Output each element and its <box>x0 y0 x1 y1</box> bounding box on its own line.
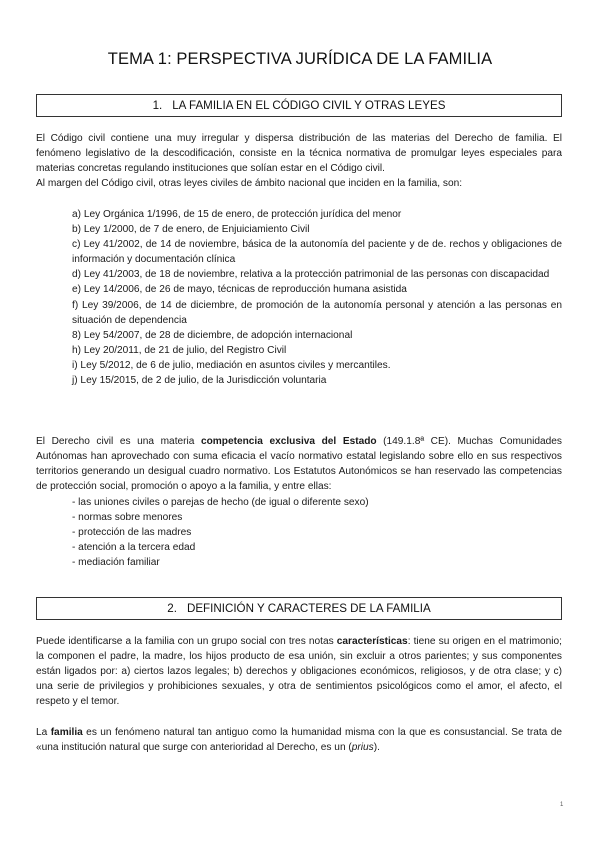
section-1-intro <box>36 131 562 191</box>
list-item: - protección de las madres <box>72 527 192 539</box>
list-item: - normas sobre menores <box>72 512 183 524</box>
list-item: 8) Ley 54/2007, de 28 de diciembre, de adopción internacional <box>72 329 353 341</box>
definition-paragraph <box>36 634 562 709</box>
section-1-heading: LA FAMILIA EN EL CÓDIGO CIVIL Y OTRAS LEYES <box>172 99 446 112</box>
list-item: e) Ley 14/2006, de 26 de mayo, técnicas de reproducción humana asistida <box>72 284 407 296</box>
definition-emphasis: características <box>336 636 408 647</box>
section-2-heading-box <box>36 597 562 620</box>
section-1-number: 1. <box>152 99 163 112</box>
competence-text-start: El Derecho civil es una materia <box>36 436 201 447</box>
definition-text-start: Puede identificarse a la familia con un grupo social con tres notas <box>36 636 337 647</box>
competence-emphasis: competencia exclusiva del Estado <box>200 436 377 447</box>
section-2-heading: DEFINICIÓN Y CARACTERES DE LA FAMILIA <box>186 602 431 615</box>
definition-text-end: : tiene su origen en el matrimonio; la componen el padre, la madre, los hijos producto de esa unión, sin excluir a otros parientes; y sus componentes están ligados por: a) ciertos lazos legales; b) derechos y obligaciones económicos, religiosos, y de otra clase; y c) una serie de privilegios y prohibiciones sexuales, y otra de sentimientos psicológicos como el amor, el afecto, el respeto y el temor. <box>36 636 562 708</box>
laws-list <box>72 207 562 388</box>
list-item: a) Ley Orgánica 1/1996, de 15 de enero, de protección jurídica del menor <box>72 209 402 220</box>
document-title: TEMA 1: PERSPECTIVA JURÍDICA DE LA FAMILIA <box>107 50 493 68</box>
family-text-middle: es un fenómeno natural tan antiguo como la humanidad misma con la que es consustancial. Se trata de «una institución natural que surge con anterioridad al Derecho, es un ( <box>36 727 562 754</box>
family-emphasis: familia <box>50 727 83 738</box>
family-text-start: La <box>36 727 51 738</box>
list-item: h) Ley 20/2011, de 21 de julio, del Registro Civil <box>72 344 287 356</box>
list-item: b) Ley 1/2000, de 7 de enero, de Enjuiciamiento Civil <box>72 224 310 236</box>
list-item: c) Ley 41/2002, de 14 de noviembre, básica de la autonomía del paciente y de de. rechos y obligaciones de información y documentación clínica <box>72 239 562 266</box>
family-text-end: ). <box>373 742 380 754</box>
list-item: d) Ley 41/2003, de 18 de noviembre, relativa a la protección patrimonial de las personas con discapacidad <box>72 269 550 281</box>
competence-text-end: (149.1.8ª CE). Muchas Comunidades Autónomas han aprovechado con suma eficacia el vacío normativo estatal legislando sobre ello en sus respectivos territorios generando un desigual cuadro normativo. Los Estatutos Autonómicos se han reservado las competencias de protección social, promoción o apoyo a la familia, y entre ellas: <box>36 436 562 493</box>
family-nature-paragraph <box>36 725 562 755</box>
list-item: j) Ley 15/2015, de 2 de julio, de la Jurisdicción voluntaria <box>72 375 327 387</box>
page-number: 1 <box>560 802 564 808</box>
intro-paragraph-2: Al margen del Código civil, otras leyes civiles de ámbito nacional que inciden en la familia, son: <box>36 178 463 190</box>
section-2-number: 2. <box>167 602 177 615</box>
prius-italic: prius <box>351 742 374 754</box>
list-item: - atención a la tercera edad <box>72 542 196 554</box>
intro-paragraph-1: El Código civil contiene una muy irregular y dispersa distribución de las materias del Derecho de familia. El fenómeno legislativo de la descodificación, consiste en la técnica normativa de promulgar leyes especiales para materias concretas regulando instituciones que solían estar en el Código civil. <box>36 133 562 175</box>
list-item: i) Ley 5/2012, de 6 de julio, mediación en asuntos civiles y mercantiles. <box>72 359 391 371</box>
list-item: f) Ley 39/2006, de 14 de diciembre, de promoción de la autonomía personal y atención a las personas en situación de dependencia <box>72 299 562 326</box>
competence-paragraph <box>36 434 562 494</box>
list-item: - mediación familiar <box>72 557 160 569</box>
autonomic-competences-list <box>72 495 532 570</box>
section-1-heading-box <box>36 94 562 117</box>
list-item: - las uniones civiles o parejas de hecho (de igual o diferente sexo) <box>72 497 369 508</box>
